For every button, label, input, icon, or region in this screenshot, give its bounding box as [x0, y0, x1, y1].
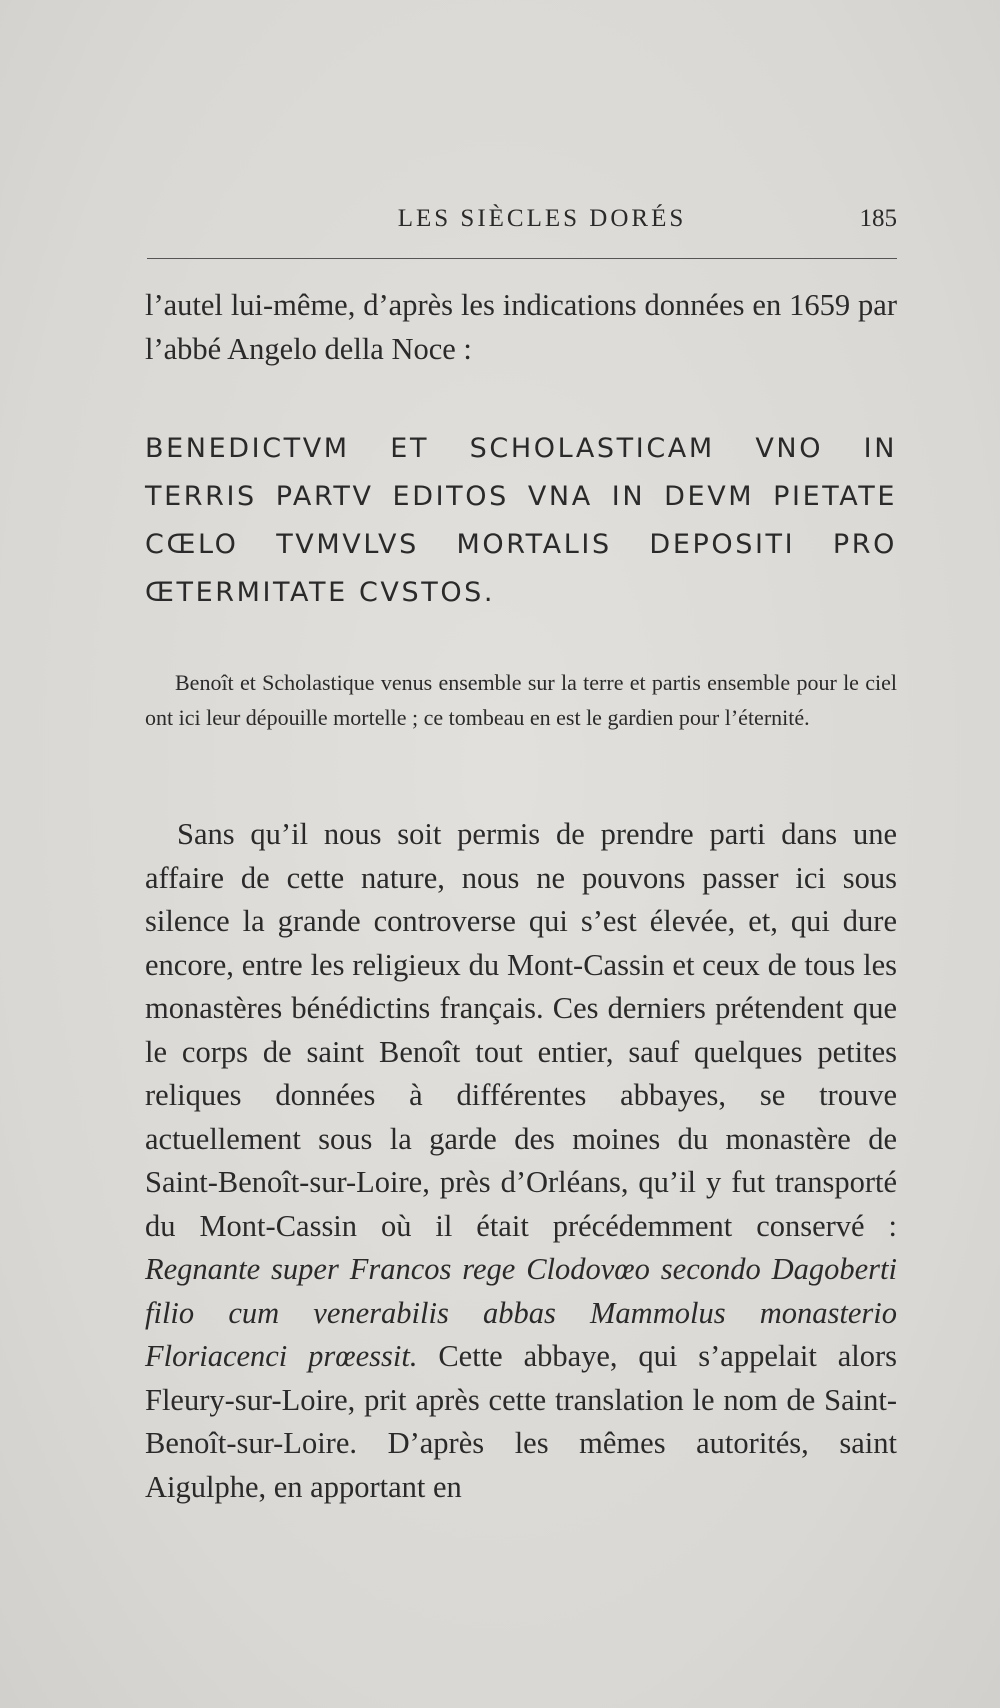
paragraph-controversy: [145, 813, 897, 1509]
running-title: LES SIÈCLES DORÉS: [397, 205, 687, 232]
page-number: 185: [859, 205, 897, 232]
latin-inscription: BENEDICTVM ET SCHOLASTICAM VNO IN TERRIS PARTV EDITOS VNA IN DEVM PIETATE CŒLO TVMVLVS MORTALIS DEPOSITI PRO ŒTERMITATE CVSTOS.: [145, 433, 897, 608]
header-rule: [147, 258, 897, 259]
paragraph-text-after-quote: Cette abbaye, qui s’appelait alors Fleury-sur-Loire, prit après cette translation le nom de Saint-Benoît-sur-Loire. D’après les mêmes autorités, saint Aigulphe, en apportant en: [145, 1339, 897, 1504]
paragraph-intro: l’autel lui-même, d’après les indications données en 1659 par l’abbé Angelo della Noce :: [145, 288, 897, 366]
page-header: [147, 205, 897, 245]
paragraph-text-before-quote: Sans qu’il nous soit permis de prendre parti dans une affaire de cette nature, nous ne pouvons passer ici sous silence la grande controverse qui s’est élevée, et, qui dure encore, entre les religieux du Mont-Cassin et ceux de tous les monastères bénédictins français. Ces derniers prétendent que le corps de saint Benoît tout entier, sauf quelques petites reliques données à différentes abbayes, se trouve actuellement sous la garde des moines du monastère de Saint-Benoît-sur-Loire, près d’Orléans, qu’il y fut transporté du Mont-Cassin où il était précédemment conservé :: [145, 817, 897, 1243]
inscription-translation: Benoît et Scholastique venus ensemble sur la terre et partis ensemble pour le ciel ont ici leur dépouille mortelle ; ce tombeau en est le gardien pour l’éternité.: [145, 670, 897, 730]
latin-quote: Regnante super Francos rege Clodovœo secondo Dagoberti filio cum venerabilis abbas Mammolus monasterio Floriacenci prœessit.: [145, 1252, 897, 1373]
